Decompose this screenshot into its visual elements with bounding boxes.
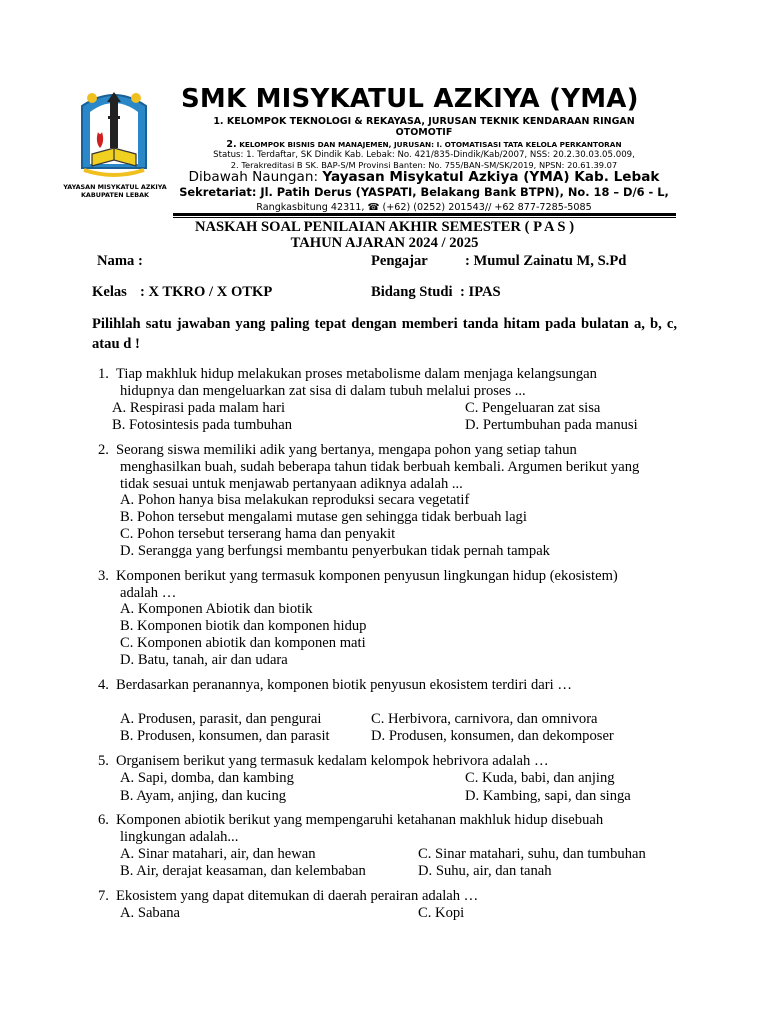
question-2-cont-2: tidak sesuai untuk menjawab pertanyaan adiknya adalah ... [120,476,463,492]
department-line-2: 2. KELOMPOK BISNIS DAN MANAJEMEN, JURUSAN: I. OTOMATISASI TATA KELOLA PERKANTORAN [226,139,622,150]
question-2: 2. Seorang siswa memiliki adik yang bertanya, mengapa pohon yang setiap tahun [98,442,577,458]
department-line-1: 1. KELOMPOK TEKNOLOGI & REKAYASA, JURUSAN TEKNIK KENDARAAN RINGAN [213,116,635,127]
department-line-1-cont: OTOMOTIF [395,127,453,138]
option-6a[interactable]: A. Sinar matahari, air, dan hewan [120,846,316,862]
option-6c[interactable]: C. Sinar matahari, suhu, dan tumbuhan [418,846,646,862]
secretariat-line: Sekretariat: Jl. Patih Derus (YASPATI, Belakang Bank BTPN), No. 18 – D/6 - L, [179,185,669,199]
option-2c[interactable]: C. Pohon tersebut terserang hama dan penyakit [120,526,396,542]
option-4c[interactable]: C. Herbivora, carnivora, dan omnivora [371,711,598,727]
option-2b[interactable]: B. Pohon tersebut mengalami mutase gen sehingga tidak berbuah lagi [120,509,527,525]
status-line-2: 2. Terakreditasi B SK. BAP-S/M Provinsi Banten: No. 755/BAN-SM/SK/2019, NPSN: 20.61.39.07 [230,160,618,170]
exam-year: TAHUN AJARAN 2024 / 2025 [290,235,479,251]
question-6: 6. Komponen abiotik berikut yang mempengaruhi ketahanan makhluk hidup disebuah [98,812,604,828]
status-line-1: Status: 1. Terdaftar, SK Dindik Kab. Lebak: No. 421/835-Dindik/Kab/2007, NSS: 20.2.30.03.05.009, [213,150,635,160]
pengajar-value: : Mumul Zainatu M, S.Pd [465,253,627,269]
nama-label: Nama : [97,253,143,269]
option-6b[interactable]: B. Air, derajat keasaman, dan kelembaban [120,863,366,879]
option-6d[interactable]: D. Suhu, air, dan tanah [418,863,552,879]
option-5c[interactable]: C. Kuda, babi, dan anjing [465,770,615,786]
kelas-value: : X TKRO / X OTKP [140,284,273,300]
kelas-label: Kelas [92,284,127,300]
option-4a[interactable]: A. Produsen, parasit, dan pengurai [120,711,322,727]
address-line: Rangkasbitung 42311, ☎ (+62) (0252) 201543// +62 877-7285-5085 [256,202,592,213]
option-1b[interactable]: B. Fotosintesis pada tumbuhan [112,417,292,433]
option-7c[interactable]: C. Kopi [418,905,465,921]
option-3d[interactable]: D. Batu, tanah, air dan udara [120,652,288,668]
school-logo [62,84,166,186]
instruction: Pilihlah satu jawaban yang paling tepat dengan memberi tanda hitam pada bulatan a, b, c, atau d ! [92,316,677,352]
option-3b[interactable]: B. Komponen biotik dan komponen hidup [120,618,367,634]
exam-title: NASKAH SOAL PENILAIAN AKHIR SEMESTER ( P A S ) [194,219,575,235]
option-5a[interactable]: A. Sapi, domba, dan kambing [120,770,294,786]
option-5d[interactable]: D. Kambing, sapi, dan singa [465,788,631,804]
option-4d[interactable]: D. Produsen, konsumen, dan dekomposer [371,728,614,744]
question-3-cont: adalah … [120,585,177,601]
question-4: 4. Berdasarkan peranannya, komponen biotik penyusun ekosistem terdiri dari … [98,677,572,693]
option-4b[interactable]: B. Produsen, konsumen, dan parasit [120,728,330,744]
header-divider-thin [173,217,676,218]
school-name: SMK MISYKATUL AZKIYA (YMA) [181,84,639,114]
question-2-cont: menghasilkan buah, sudah beberapa tahun tidak berbuah kembali. Argumen berikut yang [120,459,640,475]
option-1a[interactable]: A. Respirasi pada malam hari [112,400,286,416]
question-5: 5. Organisem berikut yang termasuk kedalam kelompok hebrivora adalah … [98,753,549,769]
header-divider [173,213,676,216]
option-5b[interactable]: B. Ayam, anjing, dan kucing [120,788,287,804]
option-3a[interactable]: A. Komponen Abiotik dan biotik [120,601,313,617]
question-3: 3. Komponen berikut yang termasuk komponen penyusun lingkungan hidup (ekosistem) [98,568,618,584]
question-6-cont: lingkungan adalah... [120,829,239,845]
option-1d[interactable]: D. Pertumbuhan pada manusi [465,417,638,433]
pengajar-label: Pengajar [371,253,428,269]
option-7a[interactable]: A. Sabana [120,905,180,921]
foundation-line: Dibawah Naungan: Yayasan Misykatul Azkiya (YMA) Kab. Lebak [188,169,660,185]
question-1: 1. Tiap makhluk hidup melakukan proses metabolisme dalam menjaga kelangsungan [98,366,597,382]
logo-caption: YAYASAN MISYKATUL AZKIYA KABUPATEN LEBAK [63,183,167,199]
question-7: 7. Ekosistem yang dapat ditemukan di daerah perairan adalah … [98,888,479,904]
option-3c[interactable]: C. Komponen abiotik dan komponen mati [120,635,366,651]
option-2d[interactable]: D. Serangga yang berfungsi membantu penyerbukan tidak pernah tampak [120,543,550,559]
bidang-value: : IPAS [460,284,501,300]
question-1-cont: hidupnya dan mengeluarkan zat sisa di dalam tubuh melalui proses ... [120,383,526,399]
option-2a[interactable]: A. Pohon hanya bisa melakukan reproduksi secara vegetatif [120,492,470,508]
bidang-label: Bidang Studi [371,284,453,300]
option-1c[interactable]: C. Pengeluaran zat sisa [465,400,601,416]
